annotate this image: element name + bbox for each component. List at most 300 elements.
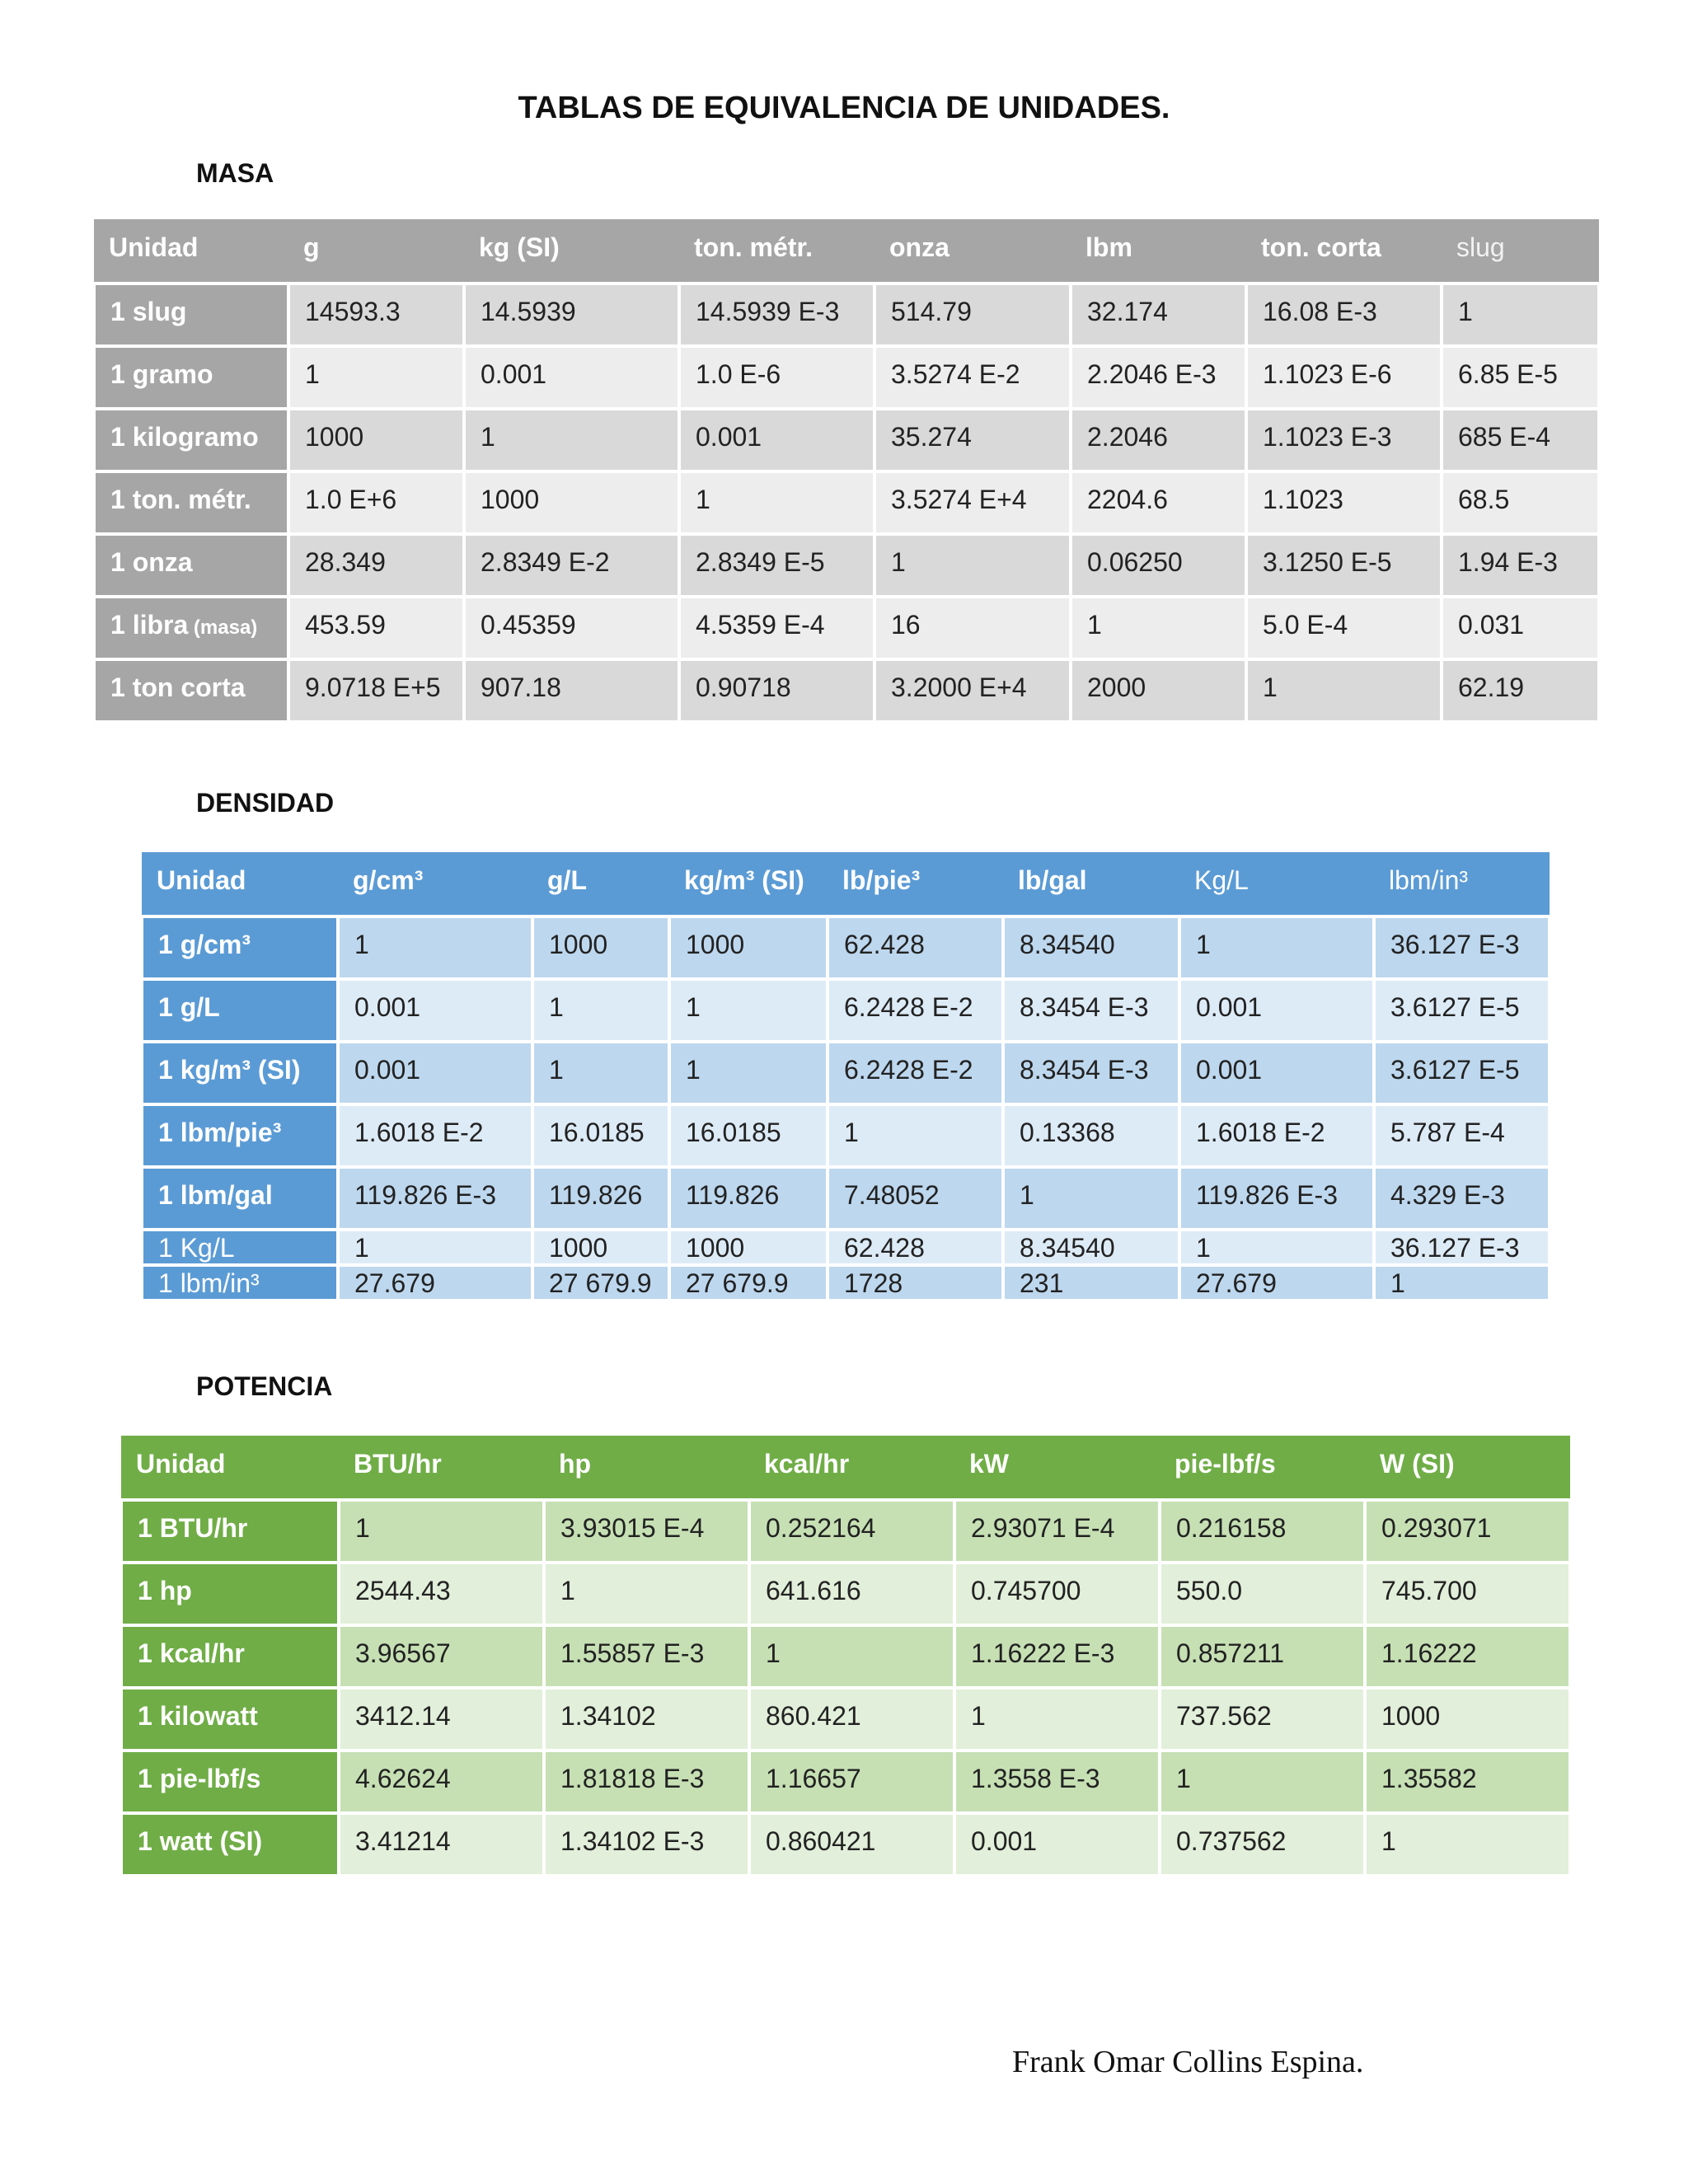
row-label-text: 1 lbm/pie³ [158,1118,282,1147]
row-label-text: 1 slug [110,297,187,326]
densidad-column-header: lb/pie³ [828,852,1003,916]
row-label-text: 1 libra [110,610,189,640]
densidad-row-label [142,1230,338,1265]
masa-cell [288,534,464,597]
cell-value: 68.5 [1458,485,1510,514]
densidad-cell [532,1265,669,1301]
table-row [94,284,1599,346]
cell-value: 3.5274 E+4 [891,485,1027,514]
potencia-column-header: kW [954,1436,1160,1500]
potencia-header-row [121,1436,1570,1500]
cell-value: 1.1023 E-3 [1263,422,1392,452]
cell-value: 2.2046 E-3 [1087,359,1217,389]
cell-value: 8.3454 E-3 [1020,992,1149,1022]
cell-value: 0.857211 [1176,1638,1285,1668]
cell-value: 8.3454 E-3 [1020,1055,1149,1085]
cell-value: 8.34540 [1020,1233,1115,1263]
cell-value: 0.860421 [766,1826,876,1856]
cell-value: 1 [686,1055,701,1085]
cell-value: 5.0 E-4 [1263,610,1348,640]
cell-value: 1.1023 [1263,485,1343,514]
densidad-cell [338,916,532,979]
potencia-column-header: kcal/hr [749,1436,954,1500]
masa-cell [464,409,679,471]
cell-value: 1 [1020,1180,1034,1210]
row-label-text: 1 BTU/hr [138,1513,248,1543]
masa-cell [1071,346,1246,409]
densidad-cell [669,1230,828,1265]
masa-row-label [94,597,288,659]
cell-value: 1 [696,485,710,514]
cell-value: 1000 [549,930,608,959]
densidad-cell [828,979,1003,1042]
table-row [121,1500,1570,1563]
table-row [121,1750,1570,1813]
cell-value: 27 679.9 [686,1268,789,1298]
cell-value: 1000 [305,422,364,452]
cell-value: 3412.14 [355,1701,451,1731]
cell-value: 1 [354,1233,369,1263]
potencia-cell [339,1813,544,1876]
masa-cell [679,471,874,534]
densidad-cell [338,1104,532,1167]
table-row [121,1625,1570,1688]
densidad-row-label [142,1167,338,1230]
cell-value: 2.8349 E-2 [481,547,610,577]
potencia-row-label [121,1813,339,1876]
densidad-cell [828,1042,1003,1104]
cell-value: 0.13368 [1020,1118,1115,1147]
densidad-row-label [142,916,338,979]
cell-value: 1 [355,1513,370,1543]
cell-value: 1728 [844,1268,903,1298]
cell-value: 0.293071 [1381,1513,1492,1543]
densidad-cell [1003,1042,1179,1104]
cell-value: 0.001 [1196,992,1263,1022]
potencia-cell [954,1625,1160,1688]
densidad-cell [1179,979,1374,1042]
cell-value: 0.90718 [696,673,791,702]
cell-value: 3.96567 [355,1638,451,1668]
potencia-row-label [121,1500,339,1563]
masa-column-header: ton. métr. [679,219,874,284]
cell-value: 7.48052 [844,1180,940,1210]
cell-value: 860.421 [766,1701,861,1731]
densidad-cell [1374,1230,1550,1265]
masa-column-header: slug [1442,219,1599,284]
table-row [94,597,1599,659]
cell-value: 0.216158 [1176,1513,1287,1543]
masa-cell [874,534,1071,597]
table-row [94,471,1599,534]
densidad-row-label [142,979,338,1042]
densidad-cell [338,1265,532,1301]
masa-cell [288,409,464,471]
table-row [94,659,1599,722]
masa-cell [464,534,679,597]
cell-value: 27 679.9 [549,1268,652,1298]
densidad-cell [532,1167,669,1230]
masa-cell [874,597,1071,659]
cell-value: 1.55857 E-3 [560,1638,705,1668]
potencia-cell [954,1813,1160,1876]
cell-value: 27.679 [1196,1268,1277,1298]
row-label-text: 1 g/L [158,992,220,1022]
cell-value: 1.6018 E-2 [1196,1118,1325,1147]
masa-column-header: lbm [1071,219,1246,284]
cell-value: 453.59 [305,610,386,640]
masa-cell [1246,409,1442,471]
row-label-text: 1 onza [110,547,193,577]
potencia-cell [1160,1750,1365,1813]
potencia-cell [954,1688,1160,1750]
densidad-cell [1003,1104,1179,1167]
cell-value: 1 [1263,673,1278,702]
cell-value: 0.745700 [971,1576,1081,1605]
masa-row-label [94,409,288,471]
potencia-cell [749,1500,954,1563]
row-label-text: 1 ton corta [110,673,246,702]
masa-cell [1071,659,1246,722]
densidad-row-label [142,1265,338,1301]
masa-column-header: ton. corta [1246,219,1442,284]
cell-value: 1.0 E-6 [696,359,781,389]
densidad-cell [669,1104,828,1167]
potencia-row-label [121,1563,339,1625]
cell-value: 1.34102 [560,1701,656,1731]
cell-value: 0.031 [1458,610,1525,640]
densidad-column-header: Unidad [142,852,338,916]
row-label-text: 1 kilowatt [138,1701,258,1731]
masa-cell [874,284,1071,346]
cell-value: 1.0 E+6 [305,485,397,514]
densidad-cell [338,1167,532,1230]
potencia-cell [749,1625,954,1688]
densidad-cell [828,1167,1003,1230]
potencia-column-header: W (SI) [1365,1436,1570,1500]
cell-value: 1.1023 E-6 [1263,359,1392,389]
densidad-cell [1374,916,1550,979]
cell-value: 1000 [686,1233,745,1263]
masa-cell [679,284,874,346]
row-label-text: 1 pie-lbf/s [138,1764,261,1793]
potencia-cell [544,1500,749,1563]
cell-value: 1 [305,359,320,389]
potencia-row-label [121,1750,339,1813]
masa-cell [1442,409,1599,471]
cell-value: 1 [686,992,701,1022]
cell-value: 14.5939 E-3 [696,297,840,326]
masa-cell [679,346,874,409]
cell-value: 3.5274 E-2 [891,359,1020,389]
cell-value: 1 [549,1055,564,1085]
row-label-text: 1 gramo [110,359,213,389]
potencia-cell [1365,1625,1570,1688]
densidad-cell [532,1104,669,1167]
densidad-cell [338,1042,532,1104]
densidad-cell [1374,1167,1550,1230]
potencia-cell [1365,1500,1570,1563]
row-label-text: 1 kilogramo [110,422,259,452]
section-title-potencia: POTENCIA [196,1371,333,1401]
potencia-column-header: Unidad [121,1436,339,1500]
potencia-cell [339,1688,544,1750]
densidad-cell [1179,1167,1374,1230]
densidad-row-label [142,1104,338,1167]
cell-value: 2.2046 [1087,422,1168,452]
table-row [142,979,1550,1042]
potencia-table [120,1436,1572,1877]
densidad-column-header: g/L [532,852,669,916]
cell-value: 3.1250 E-5 [1263,547,1392,577]
masa-cell [1442,659,1599,722]
cell-value: 62.428 [844,930,925,959]
cell-value: 907.18 [481,673,561,702]
cell-value: 6.85 E-5 [1458,359,1558,389]
cell-value: 1 [1176,1764,1191,1793]
densidad-cell [532,916,669,979]
densidad-cell [669,916,828,979]
potencia-cell [1160,1625,1365,1688]
cell-value: 16 [891,610,921,640]
masa-cell [464,597,679,659]
densidad-column-header: lb/gal [1003,852,1179,916]
masa-cell [679,597,874,659]
densidad-cell [1374,979,1550,1042]
masa-cell [1442,346,1599,409]
cell-value: 1000 [549,1233,608,1263]
potencia-body [121,1500,1570,1876]
table-row [121,1688,1570,1750]
row-label-text: 1 lbm/gal [158,1180,273,1210]
densidad-cell [532,1042,669,1104]
table-row [121,1563,1570,1625]
cell-value: 1 [766,1638,781,1668]
cell-value: 2.8349 E-5 [696,547,825,577]
masa-cell [1071,284,1246,346]
cell-value: 737.562 [1176,1701,1272,1731]
densidad-column-header: Kg/L [1179,852,1374,916]
potencia-cell [749,1688,954,1750]
potencia-cell [544,1813,749,1876]
densidad-cell [532,1230,669,1265]
densidad-cell [1179,1265,1374,1301]
cell-value: 0.252164 [766,1513,876,1543]
table-row [94,534,1599,597]
cell-value: 1.34102 E-3 [560,1826,705,1856]
masa-cell [1246,534,1442,597]
section-title-densidad: DENSIDAD [196,788,335,818]
densidad-cell [669,1265,828,1301]
cell-value: 1 [481,422,495,452]
cell-value: 0.06250 [1087,547,1183,577]
densidad-cell [828,1104,1003,1167]
potencia-cell [339,1500,544,1563]
cell-value: 5.787 E-4 [1390,1118,1505,1147]
potencia-cell [749,1750,954,1813]
masa-table [92,219,1601,724]
table-row [142,1104,1550,1167]
cell-value: 119.826 [686,1180,780,1210]
potencia-cell [1365,1688,1570,1750]
cell-value: 1.3558 E-3 [971,1764,1100,1793]
cell-value: 1.81818 E-3 [560,1764,705,1793]
cell-value: 641.616 [766,1576,861,1605]
cell-value: 3.6127 E-5 [1390,1055,1520,1085]
masa-row-label [94,659,288,722]
masa-cell [1071,597,1246,659]
cell-value: 1.16222 E-3 [971,1638,1115,1668]
cell-value: 1000 [1381,1701,1441,1731]
cell-value: 9.0718 E+5 [305,673,441,702]
masa-cell [464,471,679,534]
densidad-cell [1179,916,1374,979]
cell-value: 3.93015 E-4 [560,1513,705,1543]
densidad-cell [1179,1104,1374,1167]
cell-value: 35.274 [891,422,972,452]
densidad-row-label [142,1042,338,1104]
densidad-column-header: g/cm³ [338,852,532,916]
cell-value: 1 [1390,1268,1405,1298]
cell-value: 0.001 [354,1055,421,1085]
masa-cell [1442,471,1599,534]
masa-cell [464,659,679,722]
potencia-cell [1160,1500,1365,1563]
cell-value: 514.79 [891,297,972,326]
row-label-text: 1 kcal/hr [138,1638,245,1668]
cell-value: 1.35582 [1381,1764,1477,1793]
table-row [142,1167,1550,1230]
masa-column-header: onza [874,219,1071,284]
table-row [142,1230,1550,1265]
potencia-cell [1365,1563,1570,1625]
potencia-cell [544,1688,749,1750]
masa-cell [874,409,1071,471]
densidad-cell [828,1265,1003,1301]
table-row [142,1265,1550,1301]
cell-value: 1.16222 [1381,1638,1477,1668]
masa-cell [679,534,874,597]
cell-value: 2204.6 [1087,485,1168,514]
masa-header-row [94,219,1599,284]
masa-cell [1071,534,1246,597]
cell-value: 1 [891,547,906,577]
cell-value: 4.5359 E-4 [696,610,825,640]
cell-value: 8.34540 [1020,930,1115,959]
masa-column-header: kg (SI) [464,219,679,284]
densidad-table [140,852,1551,1302]
potencia-cell [339,1625,544,1688]
masa-cell [464,284,679,346]
cell-value: 16.0185 [686,1118,781,1147]
masa-cell [1246,597,1442,659]
document-title: TABLAS DE EQUIVALENCIA DE UNIDADES. [518,91,1170,125]
densidad-cell [1003,1265,1179,1301]
cell-value: 2544.43 [355,1576,451,1605]
cell-value: 14.5939 [481,297,576,326]
densidad-cell [532,979,669,1042]
densidad-cell [1003,916,1179,979]
potencia-row-label [121,1688,339,1750]
cell-value: 1 [844,1118,859,1147]
densidad-cell [338,979,532,1042]
potencia-cell [1160,1813,1365,1876]
masa-cell [1442,284,1599,346]
potencia-column-header: pie-lbf/s [1160,1436,1365,1500]
cell-value: 28.349 [305,547,386,577]
potencia-cell [954,1563,1160,1625]
table-row [142,916,1550,979]
masa-cell [288,346,464,409]
cell-value: 1.6018 E-2 [354,1118,484,1147]
potencia-row-label [121,1625,339,1688]
cell-value: 119.826 E-3 [354,1180,496,1210]
section-title-masa: MASA [196,158,274,188]
potencia-cell [544,1750,749,1813]
cell-value: 0.001 [696,422,762,452]
masa-column-header: Unidad [94,219,288,284]
masa-cell [1442,597,1599,659]
cell-value: 119.826 [549,1180,643,1210]
masa-cell [1071,409,1246,471]
potencia-column-header: BTU/hr [339,1436,544,1500]
cell-value: 0.737562 [1176,1826,1287,1856]
cell-value: 1 [1458,297,1473,326]
cell-value: 0.45359 [481,610,576,640]
potencia-column-header: hp [544,1436,749,1500]
densidad-cell [338,1230,532,1265]
cell-value: 1 [971,1701,986,1731]
cell-value: 3.2000 E+4 [891,673,1027,702]
cell-value: 1 [560,1576,575,1605]
cell-value: 1 [1196,930,1211,959]
potencia-cell [544,1563,749,1625]
row-label-text: 1 Kg/L [158,1233,235,1263]
masa-cell [874,471,1071,534]
densidad-body [142,916,1550,1301]
cell-value: 6.2428 E-2 [844,1055,973,1085]
table-row [94,409,1599,471]
densidad-cell [828,1230,1003,1265]
masa-column-header: g [288,219,464,284]
densidad-cell [1374,1104,1550,1167]
potencia-cell [749,1813,954,1876]
cell-value: 36.127 E-3 [1390,930,1520,959]
masa-row-label [94,534,288,597]
masa-cell [679,409,874,471]
masa-cell [1246,659,1442,722]
masa-row-label [94,284,288,346]
cell-value: 36.127 E-3 [1390,1233,1520,1263]
cell-value: 119.826 E-3 [1196,1180,1338,1210]
densidad-cell [1003,1167,1179,1230]
cell-value: 1 [1087,610,1102,640]
masa-cell [874,346,1071,409]
row-label-text: 1 hp [138,1576,192,1605]
densidad-column-header: kg/m³ (SI) [669,852,828,916]
cell-value: 14593.3 [305,297,401,326]
potencia-cell [749,1563,954,1625]
cell-value: 745.700 [1381,1576,1477,1605]
masa-cell [1246,471,1442,534]
potencia-cell [1365,1750,1570,1813]
densidad-cell [828,916,1003,979]
cell-value: 3.41214 [355,1826,451,1856]
densidad-cell [1179,1042,1374,1104]
masa-cell [1246,346,1442,409]
cell-value: 32.174 [1087,297,1168,326]
densidad-cell [669,979,828,1042]
